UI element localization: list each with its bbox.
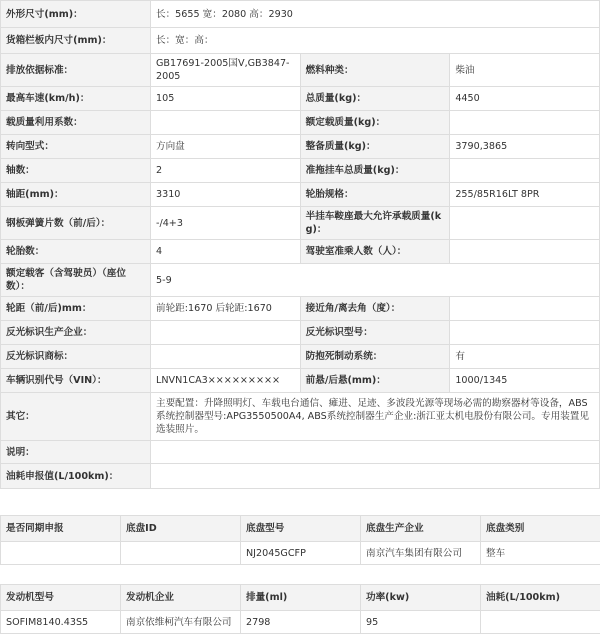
wheelbase-label: 轴距(mm)： xyxy=(1,183,151,207)
trailer-mass-label: 准拖挂车总质量(kg)： xyxy=(300,159,450,183)
cargo-dims-value: 长：宽：高： xyxy=(151,28,600,54)
engine-cell: 南京依维柯汽车有限公司 xyxy=(121,611,241,634)
chassis-table xyxy=(0,515,600,565)
reflector-brand-label: 反光标识商标： xyxy=(1,345,151,369)
overhang-value: 1000/1345 xyxy=(450,369,600,393)
wheelbase-value: 3310 xyxy=(151,183,301,207)
seats-value: 5-9 xyxy=(151,264,600,297)
saddle-load-label: 半挂车鞍座最大允许承载质量(kg)： xyxy=(300,207,450,240)
chassis-cell: 南京汽车集团有限公司 xyxy=(361,542,481,565)
engine-cell: SOFIM8140.43S5 xyxy=(1,611,121,634)
abs-value: 有 xyxy=(450,345,600,369)
chassis-header: 是否同期申报 xyxy=(1,516,121,542)
chassis-header: 底盘类别 xyxy=(481,516,600,542)
axles-value: 2 xyxy=(151,159,301,183)
fuel-label: 燃料种类： xyxy=(300,54,450,87)
seats-label: 额定载客（含驾驶员）（座位数）： xyxy=(1,264,151,297)
trailer-mass-value xyxy=(450,159,600,183)
reflector-brand-value xyxy=(151,345,301,369)
abs-label: 防抱死制动系统： xyxy=(300,345,450,369)
approach-value xyxy=(450,297,600,321)
cargo-dims-label: 货箱栏板内尺寸(mm)： xyxy=(1,28,151,54)
tire-spec-label: 轮胎规格： xyxy=(300,183,450,207)
chassis-header: 底盘型号 xyxy=(241,516,361,542)
chassis-cell: 整车 xyxy=(481,542,600,565)
engine-header: 发动机型号 xyxy=(1,585,121,611)
steering-value: 方向盘 xyxy=(151,135,301,159)
max-speed-label: 最高车速(km/h)： xyxy=(1,87,151,111)
chassis-cell xyxy=(1,542,121,565)
tire-spec-value: 255/85R16LT 8PR xyxy=(450,183,600,207)
approach-label: 接近角/离去角（度）： xyxy=(300,297,450,321)
emission-value: GB17691-2005国Ⅴ,GB3847-2005 xyxy=(151,54,301,87)
note-label: 说明： xyxy=(1,441,151,464)
engine-cell: 95 xyxy=(361,611,481,634)
fuel-report-label: 油耗申报值(L/100km)： xyxy=(1,464,151,489)
total-mass-value: 4450 xyxy=(450,87,600,111)
cab-passengers-label: 驾驶室准乘人数（人）： xyxy=(300,240,450,264)
chassis-cell xyxy=(121,542,241,565)
engine-header: 油耗(L/100km) xyxy=(481,585,600,611)
load-factor-value xyxy=(151,111,301,135)
tires-value: 4 xyxy=(151,240,301,264)
vin-value: LNVN1CA3××××××××× xyxy=(151,369,301,393)
curb-mass-value: 3790,3865 xyxy=(450,135,600,159)
steering-label: 转向型式： xyxy=(1,135,151,159)
leaf-springs-label: 钢板弹簧片数（前/后）： xyxy=(1,207,151,240)
tires-label: 轮胎数： xyxy=(1,240,151,264)
dimensions-value: 长：5655 宽：2080 高：2930 xyxy=(151,1,600,28)
dimensions-label: 外形尺寸(mm)： xyxy=(1,1,151,28)
fuel-value: 柴油 xyxy=(450,54,600,87)
reflector-maker-value xyxy=(151,321,301,345)
note-value xyxy=(151,441,600,464)
engine-header: 功率(kw) xyxy=(361,585,481,611)
reflector-model-value xyxy=(450,321,600,345)
load-factor-label: 载质量利用系数： xyxy=(1,111,151,135)
fuel-report-value xyxy=(151,464,600,489)
vin-label: 车辆识别代号（VIN）： xyxy=(1,369,151,393)
engine-header: 排量(ml) xyxy=(241,585,361,611)
cab-passengers-value xyxy=(450,240,600,264)
engine-header: 发动机企业 xyxy=(121,585,241,611)
leaf-springs-value: -/4+3 xyxy=(151,207,301,240)
max-speed-value: 105 xyxy=(151,87,301,111)
engine-cell xyxy=(481,611,600,634)
chassis-header: 底盘ID xyxy=(121,516,241,542)
reflector-model-label: 反光标识型号： xyxy=(300,321,450,345)
total-mass-label: 总质量(kg)： xyxy=(300,87,450,111)
chassis-header: 底盘生产企业 xyxy=(361,516,481,542)
curb-mass-label: 整备质量(kg)： xyxy=(300,135,450,159)
engine-cell: 2798 xyxy=(241,611,361,634)
other-label: 其它： xyxy=(1,393,151,441)
rated-load-label: 额定载质量(kg)： xyxy=(300,111,450,135)
axles-label: 轴数： xyxy=(1,159,151,183)
track-label: 轮距（前/后)mm： xyxy=(1,297,151,321)
other-value: 主要配置：升降照明灯、车载电台通信、瘫进、足迹、多波段光源等现场必需的勘察器材等设备，ABS系统控制器型号:APG3550500A4, ABS系统控制器生产企业:浙江亚太机电股份有限公司。专用装置见选装照片。 xyxy=(151,393,600,441)
engine-table xyxy=(0,584,600,634)
chassis-cell: NJ2045GCFP xyxy=(241,542,361,565)
emission-label: 排放依据标准： xyxy=(1,54,151,87)
overhang-label: 前悬/后悬(mm)： xyxy=(300,369,450,393)
reflector-maker-label: 反光标识生产企业： xyxy=(1,321,151,345)
rated-load-value xyxy=(450,111,600,135)
track-value: 前轮距:1670 后轮距:1670 xyxy=(151,297,301,321)
saddle-load-value xyxy=(450,207,600,240)
